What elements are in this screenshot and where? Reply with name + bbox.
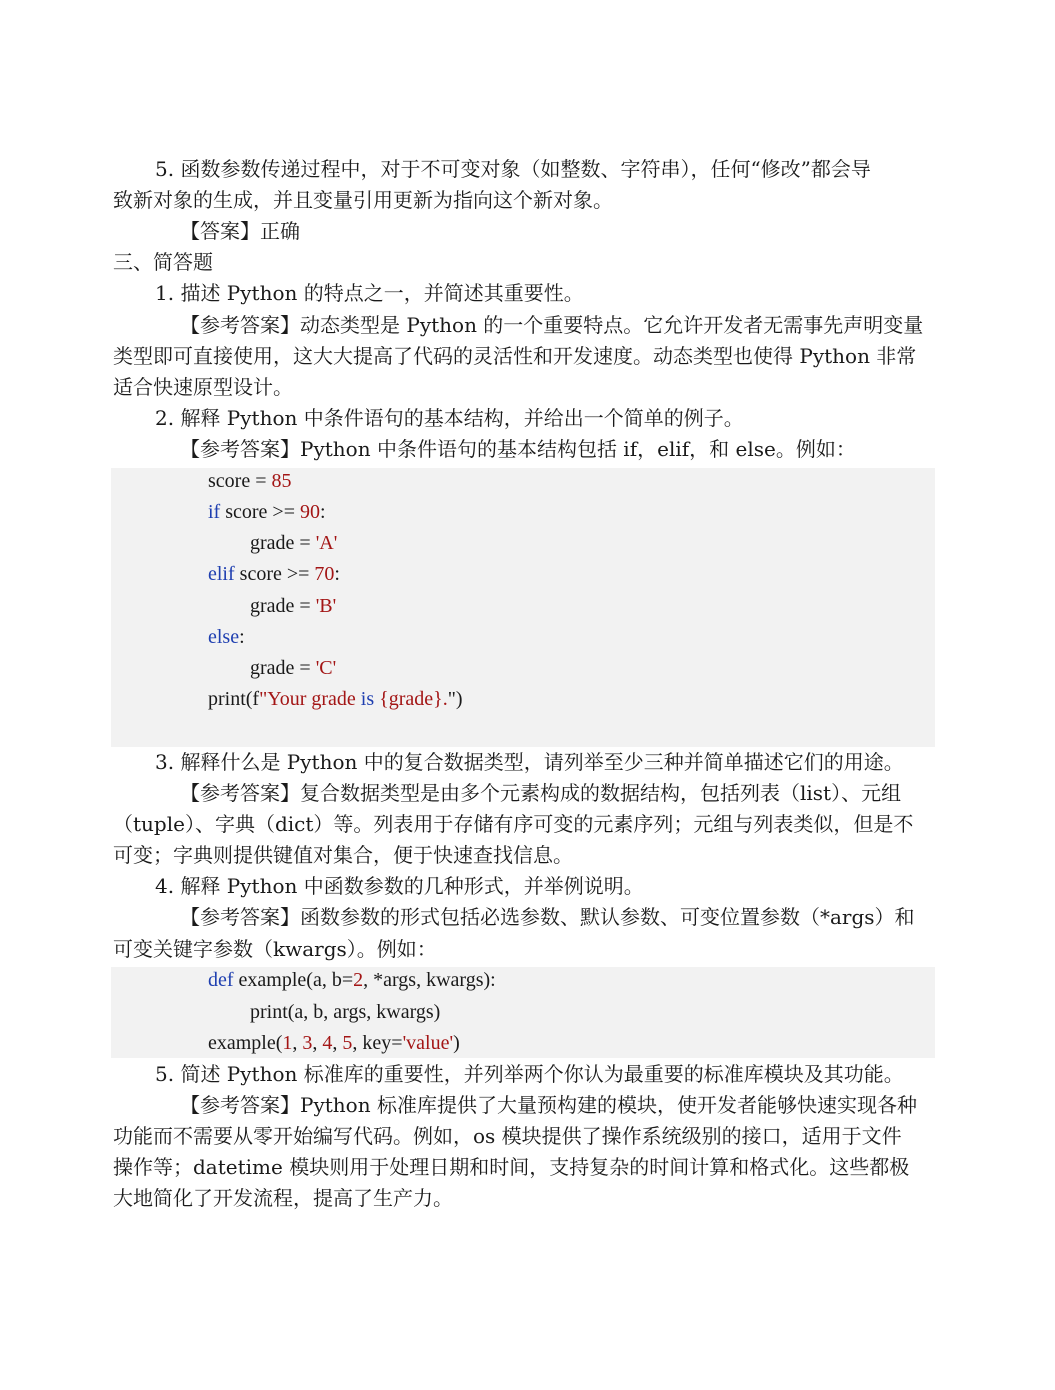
code-line: grade = 'C' (250, 657, 337, 679)
q5-answer-line1: 【参考答案】Python 标准库提供了大量预构建的模块，使开发者能够快速实现各种 (180, 1093, 917, 1117)
q4-question: 4. 解释 Python 中函数参数的几种形式，并举例说明。 (155, 874, 644, 898)
code-line: example(1, 3, 4, 5, key='value') (208, 1032, 460, 1054)
item5-line1: 5. 函数参数传递过程中，对于不可变对象（如整数、字符串），任何“修改”都会导 (155, 157, 871, 181)
code-line: print(f"Your grade is {grade}.") (208, 688, 463, 710)
code-line: def example(a, b=2, *args, kwargs): (208, 969, 496, 991)
section-heading: 三、简答题 (113, 250, 213, 274)
q5-answer-line3: 操作等；datetime 模块则用于处理日期和时间，支持复杂的时间计算和格式化。这些都极 (113, 1155, 910, 1179)
q3-answer-line3: 可变；字典则提供键值对集合，便于快速查找信息。 (113, 843, 573, 867)
code-line: else: (208, 626, 245, 648)
q3-answer-line2: （tuple）、字典（dict）等。列表用于存储有序可变的元素序列；元组与列表类似，但是不 (113, 812, 914, 836)
q4-answer-line2: 可变关键字参数（kwargs）。例如： (113, 937, 437, 961)
code-line: grade = 'A' (250, 532, 338, 554)
q4-answer-line1: 【参考答案】函数参数的形式包括必选参数、默认参数、可变位置参数（*args）和 (180, 905, 915, 929)
q1-answer-line1: 【参考答案】动态类型是 Python 的一个重要特点。它允许开发者无需事先声明变量 (180, 313, 924, 337)
q2-answer: 【参考答案】Python 中条件语句的基本结构包括 if，elif，和 else。例如： (180, 437, 856, 461)
code-line: score = 85 (208, 470, 292, 492)
q1-question: 1. 描述 Python 的特点之一，并简述其重要性。 (155, 281, 584, 305)
q1-answer-line2: 类型即可直接使用，这大大提高了代码的灵活性和开发速度。动态类型也使得 Python 非常 (113, 344, 917, 368)
code-line: if score >= 90: (208, 501, 326, 523)
q5-answer-line2: 功能而不需要从零开始编写代码。例如，os 模块提供了操作系统级别的接口，适用于文件 (113, 1124, 902, 1148)
item5-answer: 【答案】正确 (180, 219, 300, 243)
q5-question: 5. 简述 Python 标准库的重要性，并列举两个你认为最重要的标准库模块及其功能。 (155, 1062, 904, 1086)
code-line: grade = 'B' (250, 595, 337, 617)
code-line: elif score >= 70: (208, 563, 340, 585)
q3-answer-line1: 【参考答案】复合数据类型是由多个元素构成的数据结构，包括列表（list）、元组 (180, 781, 902, 805)
code-line: print(a, b, args, kwargs) (250, 1001, 441, 1023)
q1-answer-line3: 适合快速原型设计。 (113, 375, 293, 399)
q2-question: 2. 解释 Python 中条件语句的基本结构，并给出一个简单的例子。 (155, 406, 744, 430)
q3-question: 3. 解释什么是 Python 中的复合数据类型，请列举至少三种并简单描述它们的用途。 (155, 750, 904, 774)
item5-line2: 致新对象的生成，并且变量引用更新为指向这个新对象。 (113, 188, 613, 212)
q5-answer-line4: 大地简化了开发流程，提高了生产力。 (113, 1186, 453, 1210)
